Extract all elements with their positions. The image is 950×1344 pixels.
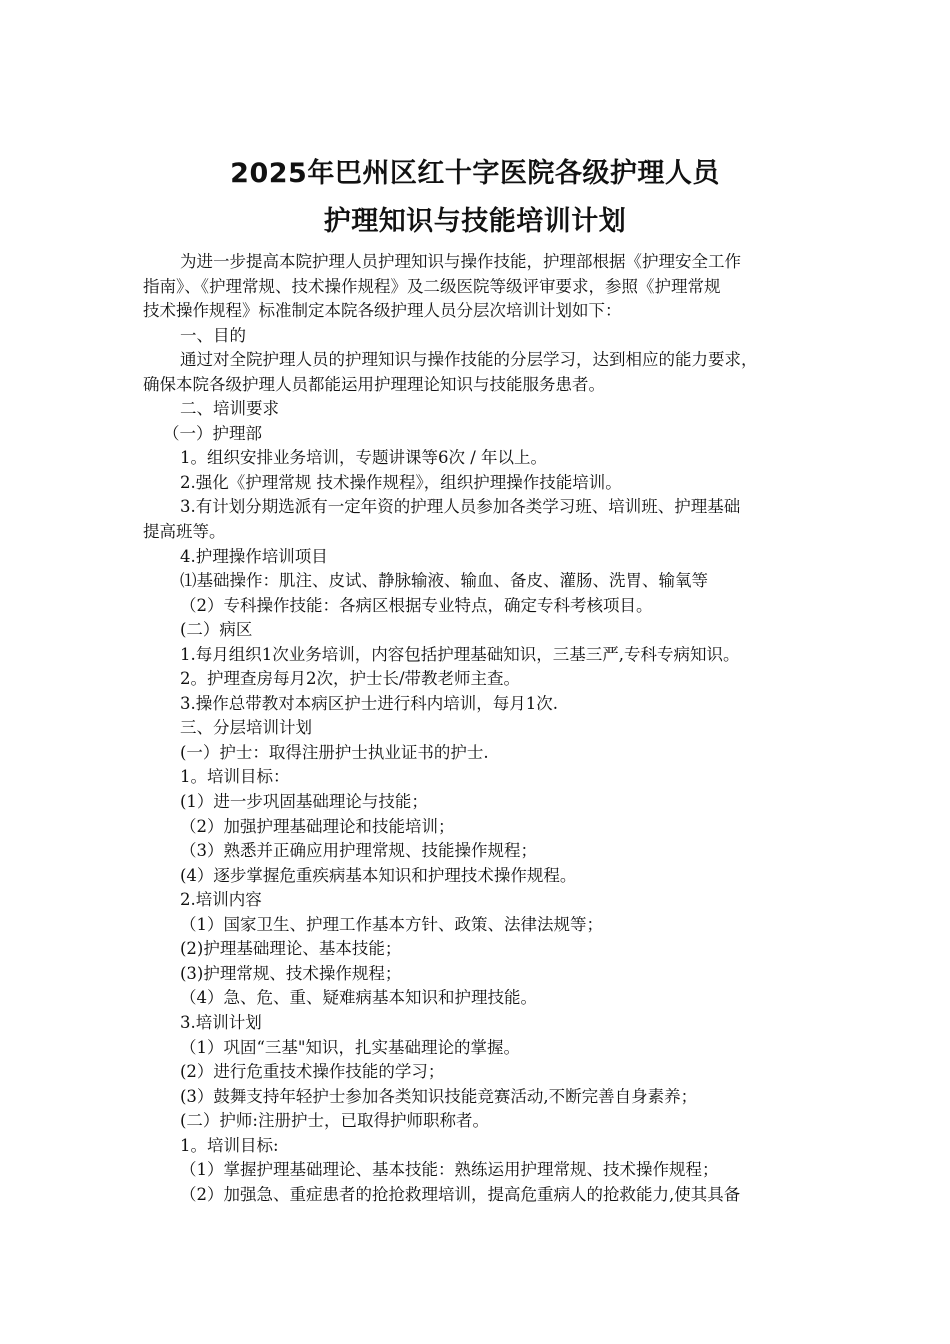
list-item: （2）加强急、重症患者的抢抢救理培训，提高危重病人的抢救能力,使其具备 <box>180 1184 741 1204</box>
list-item: （1）掌握护理基础理论、基本技能：熟练运用护理常规、技术操作规程； <box>180 1160 719 1180</box>
list-item: ⑴基础操作：肌注、皮试、静脉输液、输血、备皮、灌肠、洗胃、输氧等 <box>180 571 708 591</box>
body-line: 技术操作规程》标准制定本院各级护理人员分层次培训计划如下： <box>143 301 622 321</box>
list-item: （4）急、危、重、疑难病基本知识和护理技能。 <box>180 988 537 1008</box>
list-item: (4）逐步掌握危重疾病基本知识和护理技术操作规程。 <box>180 865 577 885</box>
list-item: （1）巩固“三基"知识，扎实基础理论的掌握。 <box>180 1037 521 1057</box>
list-item: 2.培训内容 <box>180 890 262 910</box>
section-heading: 二、培训要求 <box>180 399 279 419</box>
subsection-heading: (一）护士：取得注册护士执业证书的护士. <box>180 742 489 762</box>
subsection-heading: (二）病区 <box>180 620 253 640</box>
list-item: 4.护理操作培训项目 <box>180 546 328 566</box>
list-item: 3.有计划分期选派有一定年资的护理人员参加各类学习班、培训班、护理基础 <box>180 497 741 517</box>
list-item: 3.培训计划 <box>180 1012 262 1032</box>
body-line: 为进一步提高本院护理人员护理知识与操作技能，护理部根据《护理安全工作 <box>180 252 741 271</box>
list-item: 2.强化《护理常规 技术操作规程》，组织护理操作技能培训。 <box>180 472 622 492</box>
list-item: （1）国家卫生、护理工作基本方针、政策、法律法规等； <box>180 914 603 934</box>
list-item: 1。培训目标： <box>180 767 290 787</box>
document-body <box>143 250 855 1207</box>
list-item: 2。护理查房每月2次，护士长/带教老师主查。 <box>180 669 521 689</box>
list-item: （3）熟悉并正确应用护理常规、技能操作规程； <box>180 841 537 861</box>
list-item: （2）专科操作技能：各病区根据专业特点，确定专科考核项目。 <box>180 595 653 615</box>
list-item: (2）进行危重技术操作技能的学习； <box>180 1062 445 1082</box>
list-item: 3.操作总带教对本病区护士进行科内培训，每月1次. <box>180 693 558 713</box>
section-heading: 一、目的 <box>180 325 246 345</box>
list-item: （2）加强护理基础理论和技能培训； <box>180 816 455 836</box>
list-item: (1）进一步巩固基础理论与技能； <box>180 792 428 812</box>
list-item: 1。培训目标: <box>180 1135 279 1155</box>
subsection-heading: (二）护师:注册护士，已取得护师职称者。 <box>180 1111 489 1131</box>
body-line: 指南》、《护理常规、技术操作规程》及二级医院等级评审要求，参照《护理常规 <box>143 276 721 296</box>
body-line: 确保本院各级护理人员都能运用护理理论知识与技能服务患者。 <box>143 374 605 394</box>
list-item: 1。组织安排业务培训，专题讲课等6次 / 年以上。 <box>180 448 548 468</box>
document-title-line-2: 护理知识与技能培训计划 <box>323 206 627 237</box>
list-item: (3）鼓舞支持年轻护士参加各类知识技能竞赛活动,不断完善自身素养； <box>180 1086 698 1106</box>
list-item: 1.每月组织1次业务培训，内容包括护理基础知识，三基三严,专科专病知识。 <box>180 644 740 664</box>
document-title-line-1: 2025年巴州区红十字医院各级护理人员 <box>230 158 720 189</box>
section-heading: 三、分层培训计划 <box>180 718 312 738</box>
list-item: (3)护理常规、技术操作规程； <box>180 963 402 983</box>
subsection-heading: （一）护理部 <box>163 423 262 443</box>
body-line: 通过对全院护理人员的护理知识与操作技能的分层学习，达到相应的能力要求， <box>180 350 758 370</box>
list-item: (2)护理基础理论、基本技能； <box>180 939 402 959</box>
list-item-continued: 提高班等。 <box>143 522 226 542</box>
